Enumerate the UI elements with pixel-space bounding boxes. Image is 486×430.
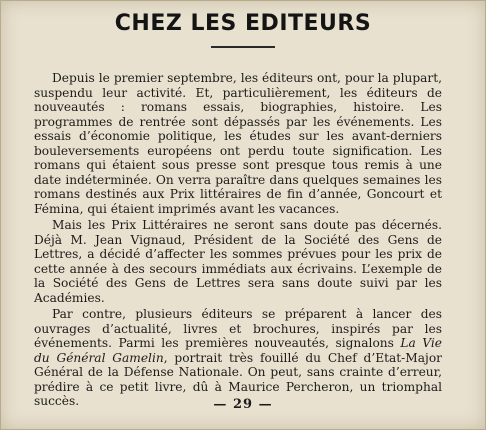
paragraph-1: Depuis le premier septembre, les éditeurs ont, pour la plupart, suspendu leur activité. Et, particulièrement, les éditeurs de nouveautés : romans essais, biographies, histoire. Les programmes de rentrée sont dépassés par les événements. Les essais d’économie politique, les études sur les avant-derniers bouleversements européens ont perdu toute signification. Les romans qui étaient sous presse sont presque tous remis à une date indéterminée. On verra paraître dans quelques semaines les romans destinés aux Prix littéraires de fin d’année, Goncourt et Fémina, qui étaient imprimés avant les vacances. xyxy=(34,71,442,216)
paragraph-3-text-before: Par contre, plusieurs éditeurs se préparent à lancer des ouvrages d’actualité, livres et brochures, inspirés par les événements. Parmi les premières nouveautés, signalons xyxy=(34,307,442,350)
article-body xyxy=(34,71,442,411)
book-title: La Vie du Général Gamelin xyxy=(34,336,442,365)
page-number: — 29 — xyxy=(213,397,273,412)
paragraph-3-text-after: , portrait très fouillé du Chef d’Etat-Major Général de la Défense Nationale. On peut, sans crainte d’erreur, prédire à ce petit livre, dû à Maurice Percheron, un triomphal succès. xyxy=(34,350,442,408)
paragraph-3 xyxy=(34,307,442,409)
paragraph-2: Mais les Prix Littéraires ne seront sans doute pas décernés. Déjà M. Jean Vignaud, Président de la Société des Gens de Lettres, a décidé d’affecter les sommes prévues pour les prix de cette année à des secours immédiats aux écrivains. L’exemple de la Société des Gens de Lettres sera sans doute suivi par les Académies. xyxy=(34,218,442,305)
article-title: CHEZ LES EDITEURS xyxy=(114,11,372,36)
title-underline xyxy=(211,46,275,48)
